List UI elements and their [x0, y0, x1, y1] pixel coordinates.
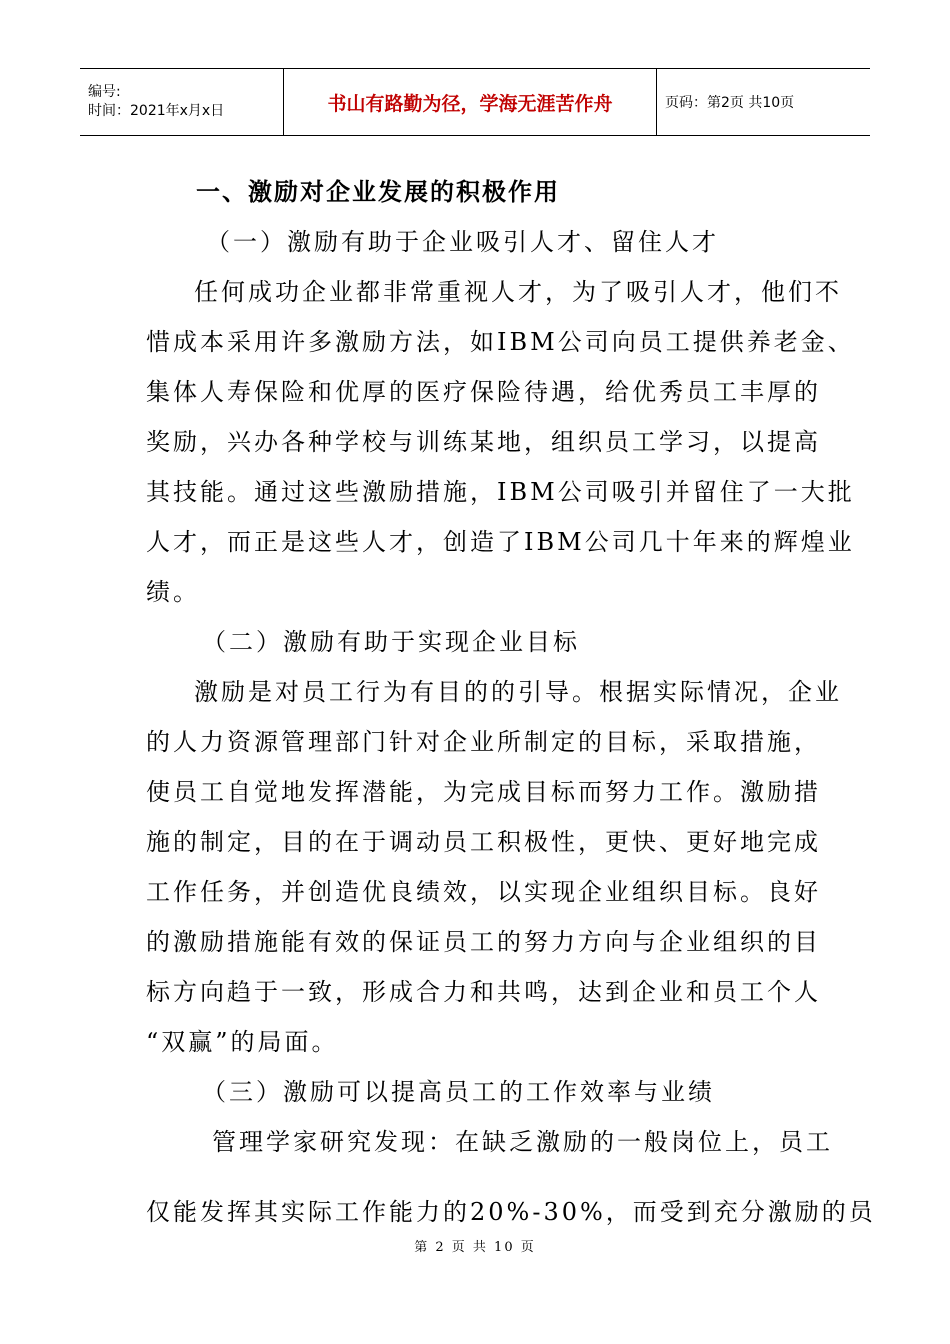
- paragraph-line: 激励是对员工行为有目的的引导。根据实际情况，企业: [194, 678, 842, 706]
- header-page-cell: [657, 69, 870, 135]
- section-heading: 一、激励对企业发展的积极作用: [196, 178, 560, 206]
- document-time-label: 时间：2021年x月x日: [88, 103, 225, 119]
- header-page-info: 页码：第2页 共10页: [665, 95, 795, 111]
- header-motto-cell: [283, 69, 657, 135]
- paragraph-line: 的激励措施能有效的保证员工的努力方向与企业组织的目: [146, 928, 821, 956]
- paragraph-line: 其技能。通过这些激励措施，IBM公司吸引并留住了一大批: [146, 478, 855, 506]
- header-motto: 书山有路勤为径，学海无涯苦作舟: [327, 92, 613, 115]
- header-meta-cell: [80, 69, 283, 135]
- paragraph-line: 标方向趋于一致，形成合力和共鸣，达到企业和员工个人: [146, 978, 821, 1006]
- paragraph-line: 集体人寿保险和优厚的医疗保险待遇，给优秀员工丰厚的: [146, 378, 821, 406]
- paragraph-line: 仅能发挥其实际工作能力的20%-30%，而受到充分激励的员: [146, 1198, 876, 1226]
- paragraph-line: 惜成本采用许多激励方法，如IBM公司向员工提供养老金、: [146, 328, 855, 356]
- paragraph-line: 使员工自觉地发挥潜能，为完成目标而努力工作。激励措: [146, 778, 821, 806]
- page-footer: 第 2 页 共 10 页: [414, 1240, 536, 1255]
- paragraph-line: 工作任务，并创造优良绩效，以实现企业组织目标。良好: [146, 878, 821, 906]
- header-table: [80, 68, 870, 136]
- paragraph-line: 施的制定，目的在于调动员工积极性，更快、更好地完成: [146, 828, 821, 856]
- subsection-heading: （二）激励有助于实现企业目标: [202, 628, 580, 656]
- document-number-label: 编号:: [88, 84, 121, 100]
- subsection-heading: （三）激励可以提高员工的工作效率与业绩: [202, 1078, 715, 1106]
- paragraph-line: 奖励，兴办各种学校与训练某地，组织员工学习，以提高: [146, 428, 821, 456]
- subsection-heading: （一）激励有助于企业吸引人才、留住人才: [206, 228, 719, 256]
- paragraph-line: 人才，而正是这些人才，创造了IBM公司几十年来的辉煌业: [146, 528, 855, 556]
- paragraph-line: 任何成功企业都非常重视人才，为了吸引人才，他们不: [194, 278, 842, 306]
- paragraph-line: “双赢”的局面。: [146, 1028, 339, 1056]
- paragraph-line: 的人力资源管理部门针对企业所制定的目标，采取措施，: [146, 728, 821, 756]
- paragraph-line: 绩。: [146, 578, 200, 606]
- paragraph-line: 管理学家研究发现：在缺乏激励的一般岗位上，员工: [212, 1128, 833, 1156]
